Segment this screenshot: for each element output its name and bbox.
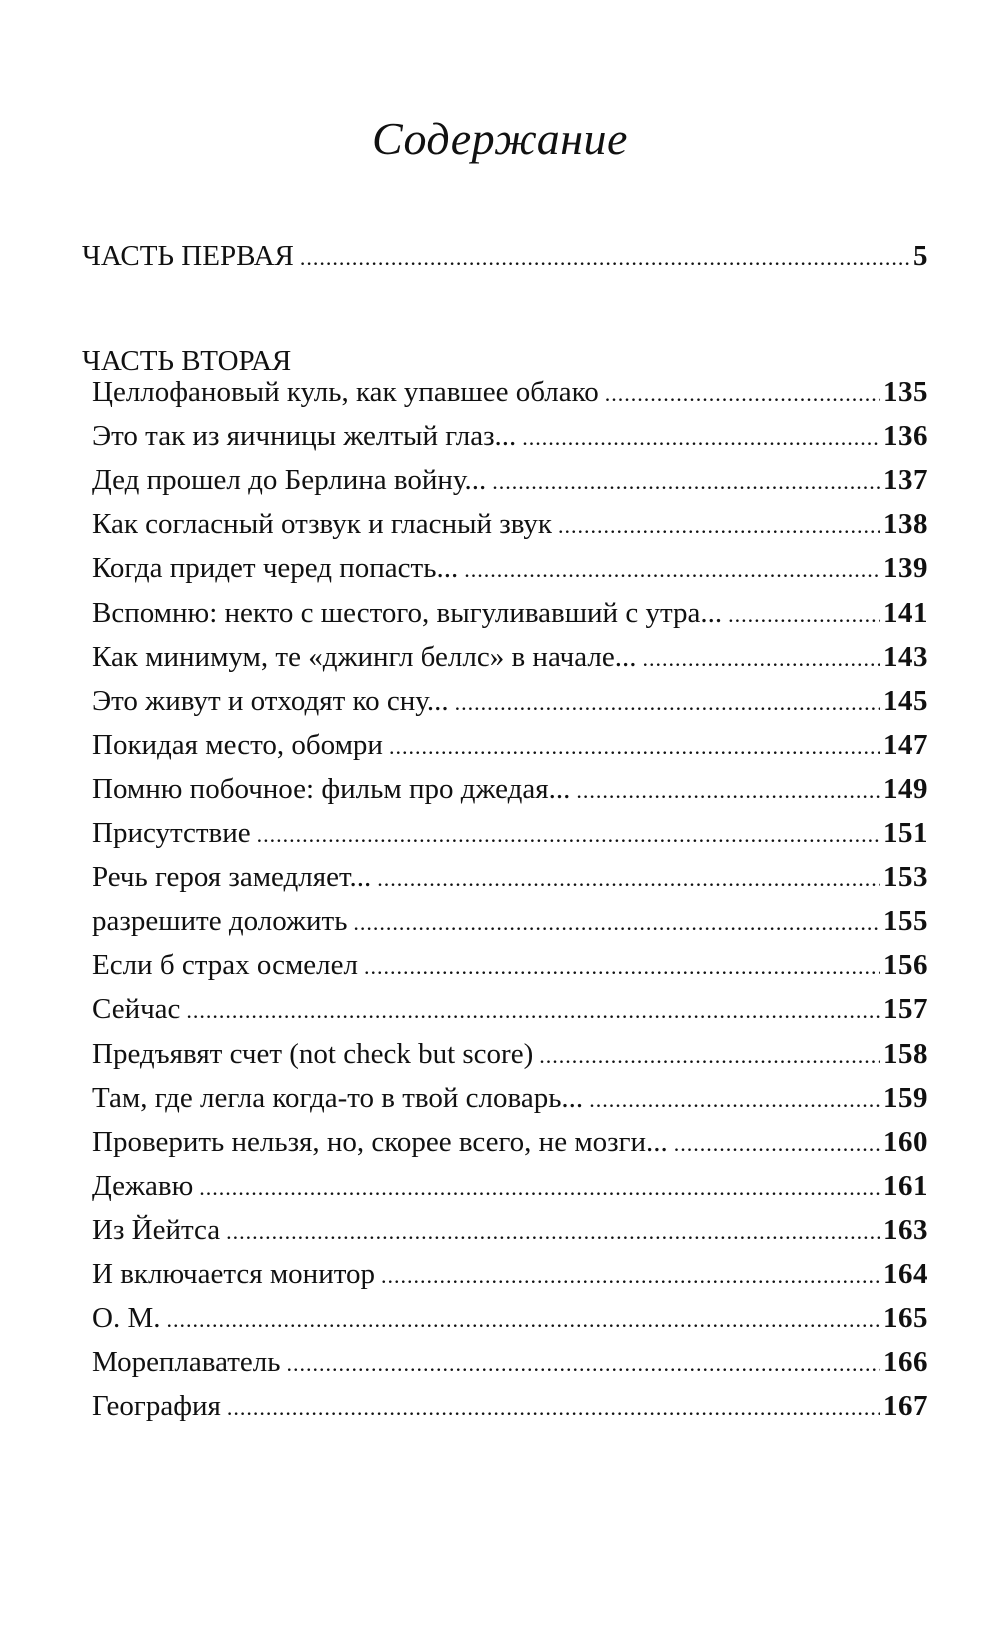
- toc-entry: [92, 508, 928, 541]
- toc-entry: [92, 905, 928, 938]
- toc-entry-page: 161: [883, 1169, 928, 1202]
- toc-entry-page: 137: [883, 464, 928, 497]
- dot-leader: [589, 1087, 880, 1113]
- toc-entry-page: 156: [883, 949, 928, 982]
- toc-entry: [92, 817, 928, 850]
- toc-entry: [92, 993, 928, 1026]
- toc-entry-page: 139: [883, 552, 928, 585]
- toc-entry: [92, 552, 928, 585]
- toc-entry-title: Дед прошел до Берлина войну...: [92, 464, 487, 497]
- dot-leader: [455, 690, 880, 716]
- toc-entry-title: Вспомню: некто с шестого, выгуливавший с утра...: [92, 596, 723, 629]
- toc-entry-page: 136: [883, 420, 928, 453]
- toc-entry-page: 141: [883, 596, 928, 629]
- dot-leader: [642, 646, 880, 672]
- dot-leader: [377, 866, 880, 892]
- toc-entry: [92, 949, 928, 982]
- toc-entry: [92, 1038, 928, 1071]
- toc-entry-page: 135: [883, 376, 928, 408]
- toc-entry-title: Когда придет черед попасть...: [92, 552, 459, 585]
- dot-leader: [464, 557, 880, 583]
- toc-entry-title: Сейчас: [92, 993, 181, 1026]
- part-two-heading: ЧАСТЬ ВТОРАЯ: [82, 345, 292, 377]
- toc-entry: [92, 420, 928, 453]
- toc-entry-page: 155: [883, 905, 928, 938]
- toc-entry-title: Как минимум, те «джингл беллс» в начале...: [92, 640, 637, 673]
- toc-entry: [92, 1346, 928, 1379]
- toc-entry-title: Из Йейтса: [92, 1213, 221, 1246]
- toc-entry-title: Помню побочное: фильм про джедая...: [92, 772, 571, 805]
- dot-leader: [381, 1263, 880, 1289]
- page-title: Содержание: [372, 113, 628, 164]
- toc-entry-title: Это так из яичницы желтый глаз...: [92, 420, 517, 453]
- toc-entry-title: Предъявят счет (not check but score): [92, 1037, 534, 1070]
- toc-part-one: [82, 240, 928, 273]
- dot-leader: [674, 1131, 880, 1157]
- toc-entry-title: Там, где легла когда-то в твой словарь...: [92, 1081, 584, 1114]
- dot-leader: [286, 1351, 880, 1377]
- toc-entry-page: 151: [883, 817, 928, 849]
- toc-entry-title: Как согласный отзвук и гласный звук: [92, 508, 553, 541]
- toc-entry-page: 160: [883, 1125, 928, 1158]
- toc-entry: [92, 1258, 928, 1291]
- dot-leader: [227, 1395, 880, 1421]
- dot-leader: [364, 954, 880, 980]
- toc-entry-title: Проверить нельзя, но, скорее всего, не мозги...: [92, 1125, 668, 1158]
- part-one-label: ЧАСТЬ ПЕРВАЯ: [82, 240, 294, 272]
- toc-entry-page: 167: [883, 1390, 928, 1423]
- toc-entry: [92, 1126, 928, 1159]
- toc-entry-page: 157: [883, 993, 928, 1026]
- dot-leader: [539, 1043, 880, 1069]
- toc-entry-page: 145: [883, 684, 928, 717]
- toc-entry-page: 143: [883, 640, 928, 673]
- dot-leader: [522, 425, 880, 451]
- toc-entry-title: Это живут и отходят ко сну...: [92, 684, 449, 717]
- toc-entry: [92, 861, 928, 894]
- toc-entry: [92, 464, 928, 497]
- toc-entry: [92, 641, 928, 674]
- part-one-page: 5: [913, 240, 928, 272]
- toc-entry: [92, 773, 928, 806]
- toc-entry: [92, 376, 928, 409]
- dot-leader: [353, 910, 880, 936]
- dot-leader: [558, 513, 880, 539]
- toc-entry-page: 166: [883, 1346, 928, 1379]
- toc-entry-title: Целлофановый куль, как упавшее облако: [92, 376, 599, 408]
- toc-entry: [92, 1170, 928, 1203]
- toc-entry-title: Покидая место, обомри: [92, 728, 383, 761]
- toc-entry-title: разрешите доложить: [92, 905, 348, 938]
- toc-entry-page: 147: [883, 728, 928, 761]
- toc-entry-title: Присутствие: [92, 817, 251, 849]
- toc-entry-title: Если б страх осмелел: [92, 949, 358, 982]
- toc-entry-page: 149: [883, 772, 928, 805]
- toc-entry-title: Речь героя замедляет...: [92, 861, 372, 894]
- toc-entry-title: И включается монитор: [92, 1258, 376, 1290]
- dot-leader: [492, 469, 880, 495]
- toc-entry-page: 165: [883, 1302, 928, 1335]
- dot-leader: [166, 1307, 880, 1333]
- dot-leader: [199, 1175, 880, 1201]
- toc-entry: [92, 1082, 928, 1115]
- toc-entry: [92, 1214, 928, 1247]
- dot-leader: [186, 998, 880, 1024]
- toc-entry-page: 138: [883, 508, 928, 541]
- dot-leader: [257, 822, 880, 848]
- dot-leader: [389, 734, 880, 760]
- toc-entry: [92, 1302, 928, 1335]
- toc-entry-page: 163: [883, 1213, 928, 1246]
- toc-entry-title: Мореплаватель: [92, 1346, 281, 1379]
- dot-leader: [605, 381, 880, 407]
- toc-entry-title: География: [92, 1390, 221, 1423]
- toc-entry-title: О. М.: [92, 1302, 161, 1335]
- dot-leader: [300, 245, 910, 271]
- toc-entry-page: 153: [883, 861, 928, 894]
- toc-entry: [92, 685, 928, 718]
- dot-leader: [576, 778, 880, 804]
- toc-entry-page: 164: [883, 1258, 928, 1290]
- dot-leader: [226, 1219, 880, 1245]
- toc-entry: [92, 729, 928, 762]
- toc-entry-page: 158: [883, 1037, 928, 1070]
- dot-leader: [728, 602, 880, 628]
- toc-entry: [92, 1390, 928, 1423]
- toc-entry: [92, 597, 928, 630]
- toc-entry-title: Дежавю: [92, 1169, 194, 1202]
- toc-entry-page: 159: [883, 1081, 928, 1114]
